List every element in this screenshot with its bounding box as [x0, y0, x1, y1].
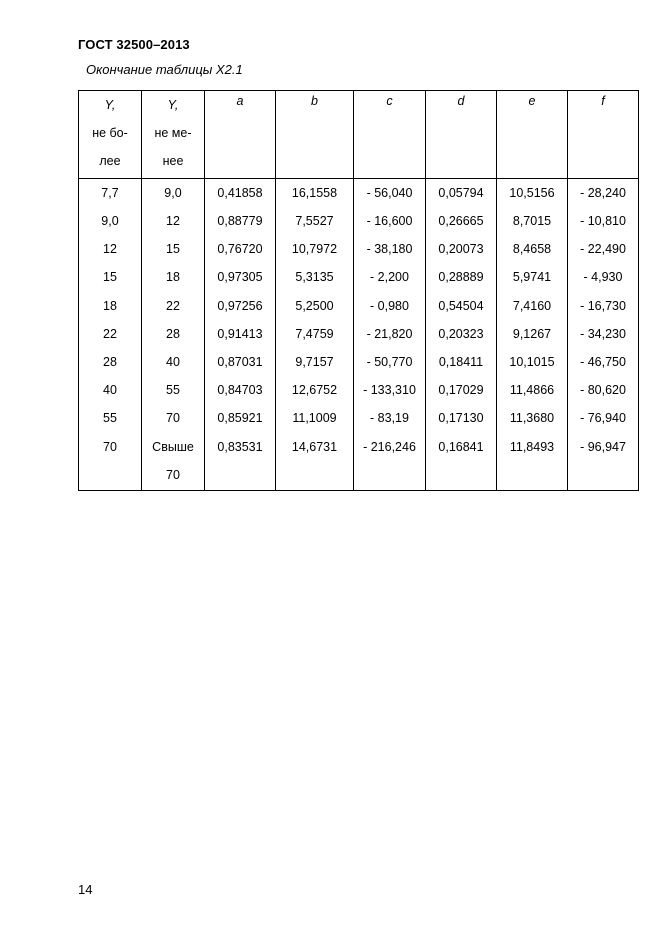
cell-b: 14,6731 — [276, 433, 354, 491]
cell-y-min: 9,0 — [142, 179, 205, 208]
header-f: f — [568, 91, 639, 179]
cell-d: 0,28889 — [426, 263, 497, 291]
cell-f: - 28,240 — [568, 179, 639, 208]
cell-y-min: 70 — [142, 404, 205, 432]
table-caption: Окончание таблицы X2.1 — [86, 62, 243, 77]
table-row — [79, 348, 639, 376]
cell-e: 11,8493 — [497, 433, 568, 491]
cell-b: 10,7972 — [276, 235, 354, 263]
cell-d: 0,16841 — [426, 433, 497, 491]
table-row — [79, 292, 639, 320]
cell-e: 8,4658 — [497, 235, 568, 263]
cell-e: 11,4866 — [497, 376, 568, 404]
cell-a: 0,41858 — [205, 179, 276, 208]
cell-y-max: 70 — [79, 433, 142, 491]
cell-e: 7,4160 — [497, 292, 568, 320]
cell-y-min: 12 — [142, 207, 205, 235]
document-header: ГОСТ 32500–2013 — [78, 37, 190, 52]
cell-c: - 56,040 — [354, 179, 426, 208]
cell-b: 12,6752 — [276, 376, 354, 404]
cell-f: - 34,230 — [568, 320, 639, 348]
cell-b: 16,1558 — [276, 179, 354, 208]
table-row — [79, 207, 639, 235]
header-d: d — [426, 91, 497, 179]
page-number: 14 — [78, 882, 93, 897]
cell-y-max: 22 — [79, 320, 142, 348]
cell-y-max: 9,0 — [79, 207, 142, 235]
header-y-min — [142, 91, 205, 179]
cell-b: 5,2500 — [276, 292, 354, 320]
cell-c: - 216,246 — [354, 433, 426, 491]
cell-c: - 83,19 — [354, 404, 426, 432]
cell-f: - 96,947 — [568, 433, 639, 491]
cell-a: 0,83531 — [205, 433, 276, 491]
cell-y-max: 18 — [79, 292, 142, 320]
cell-d: 0,26665 — [426, 207, 497, 235]
cell-y-min: 15 — [142, 235, 205, 263]
cell-y-max: 28 — [79, 348, 142, 376]
cell-y-max: 40 — [79, 376, 142, 404]
cell-a: 0,84703 — [205, 376, 276, 404]
cell-y-min-line2: 70 — [166, 467, 180, 482]
cell-a: 0,97305 — [205, 263, 276, 291]
cell-c: - 16,600 — [354, 207, 426, 235]
cell-e: 10,1015 — [497, 348, 568, 376]
cell-f: - 46,750 — [568, 348, 639, 376]
cell-d: 0,05794 — [426, 179, 497, 208]
cell-b: 11,1009 — [276, 404, 354, 432]
header-c: c — [354, 91, 426, 179]
cell-e: 10,5156 — [497, 179, 568, 208]
cell-a: 0,97256 — [205, 292, 276, 320]
table-row — [79, 263, 639, 291]
cell-y-min — [142, 433, 205, 491]
cell-b: 7,5527 — [276, 207, 354, 235]
cell-y-min-line1: Свыше — [152, 439, 194, 454]
table-row — [79, 235, 639, 263]
cell-a: 0,91413 — [205, 320, 276, 348]
table-header-row — [79, 91, 639, 179]
cell-y-min: 55 — [142, 376, 205, 404]
cell-d: 0,18411 — [426, 348, 497, 376]
cell-y-max: 7,7 — [79, 179, 142, 208]
table-row — [79, 376, 639, 404]
cell-y-max: 15 — [79, 263, 142, 291]
cell-f: - 80,620 — [568, 376, 639, 404]
header-y-max-line3: лее — [99, 154, 121, 168]
cell-a: 0,87031 — [205, 348, 276, 376]
cell-c: - 50,770 — [354, 348, 426, 376]
cell-y-min: 40 — [142, 348, 205, 376]
cell-d: 0,17029 — [426, 376, 497, 404]
cell-a: 0,76720 — [205, 235, 276, 263]
header-y-max-symbol: Y, — [104, 98, 116, 112]
cell-y-min: 18 — [142, 263, 205, 291]
header-y-min-line2: не ме- — [154, 126, 192, 140]
header-y-max — [79, 91, 142, 179]
cell-e: 9,1267 — [497, 320, 568, 348]
cell-y-min: 22 — [142, 292, 205, 320]
cell-a: 0,88779 — [205, 207, 276, 235]
cell-d: 0,20323 — [426, 320, 497, 348]
header-a: a — [205, 91, 276, 179]
cell-d: 0,17130 — [426, 404, 497, 432]
table-row — [79, 320, 639, 348]
cell-c: - 133,310 — [354, 376, 426, 404]
cell-y-max: 12 — [79, 235, 142, 263]
cell-f: - 16,730 — [568, 292, 639, 320]
cell-e: 8,7015 — [497, 207, 568, 235]
cell-f: - 76,940 — [568, 404, 639, 432]
cell-d: 0,20073 — [426, 235, 497, 263]
header-y-min-symbol: Y, — [167, 98, 179, 112]
cell-d: 0,54504 — [426, 292, 497, 320]
header-e: e — [497, 91, 568, 179]
cell-e: 5,9741 — [497, 263, 568, 291]
table-row — [79, 179, 639, 208]
cell-e: 11,3680 — [497, 404, 568, 432]
table-row — [79, 404, 639, 432]
cell-b: 7,4759 — [276, 320, 354, 348]
header-y-max-line2: не бо- — [92, 126, 128, 140]
cell-b: 5,3135 — [276, 263, 354, 291]
cell-f: - 10,810 — [568, 207, 639, 235]
cell-f: - 22,490 — [568, 235, 639, 263]
header-y-min-line3: нее — [162, 154, 184, 168]
cell-y-max: 55 — [79, 404, 142, 432]
coefficients-table — [78, 90, 639, 491]
cell-c: - 38,180 — [354, 235, 426, 263]
table-row — [79, 433, 639, 491]
cell-f: - 4,930 — [568, 263, 639, 291]
cell-a: 0,85921 — [205, 404, 276, 432]
cell-c: - 0,980 — [354, 292, 426, 320]
cell-c: - 21,820 — [354, 320, 426, 348]
cell-y-min: 28 — [142, 320, 205, 348]
cell-b: 9,7157 — [276, 348, 354, 376]
header-b: b — [276, 91, 354, 179]
cell-c: - 2,200 — [354, 263, 426, 291]
